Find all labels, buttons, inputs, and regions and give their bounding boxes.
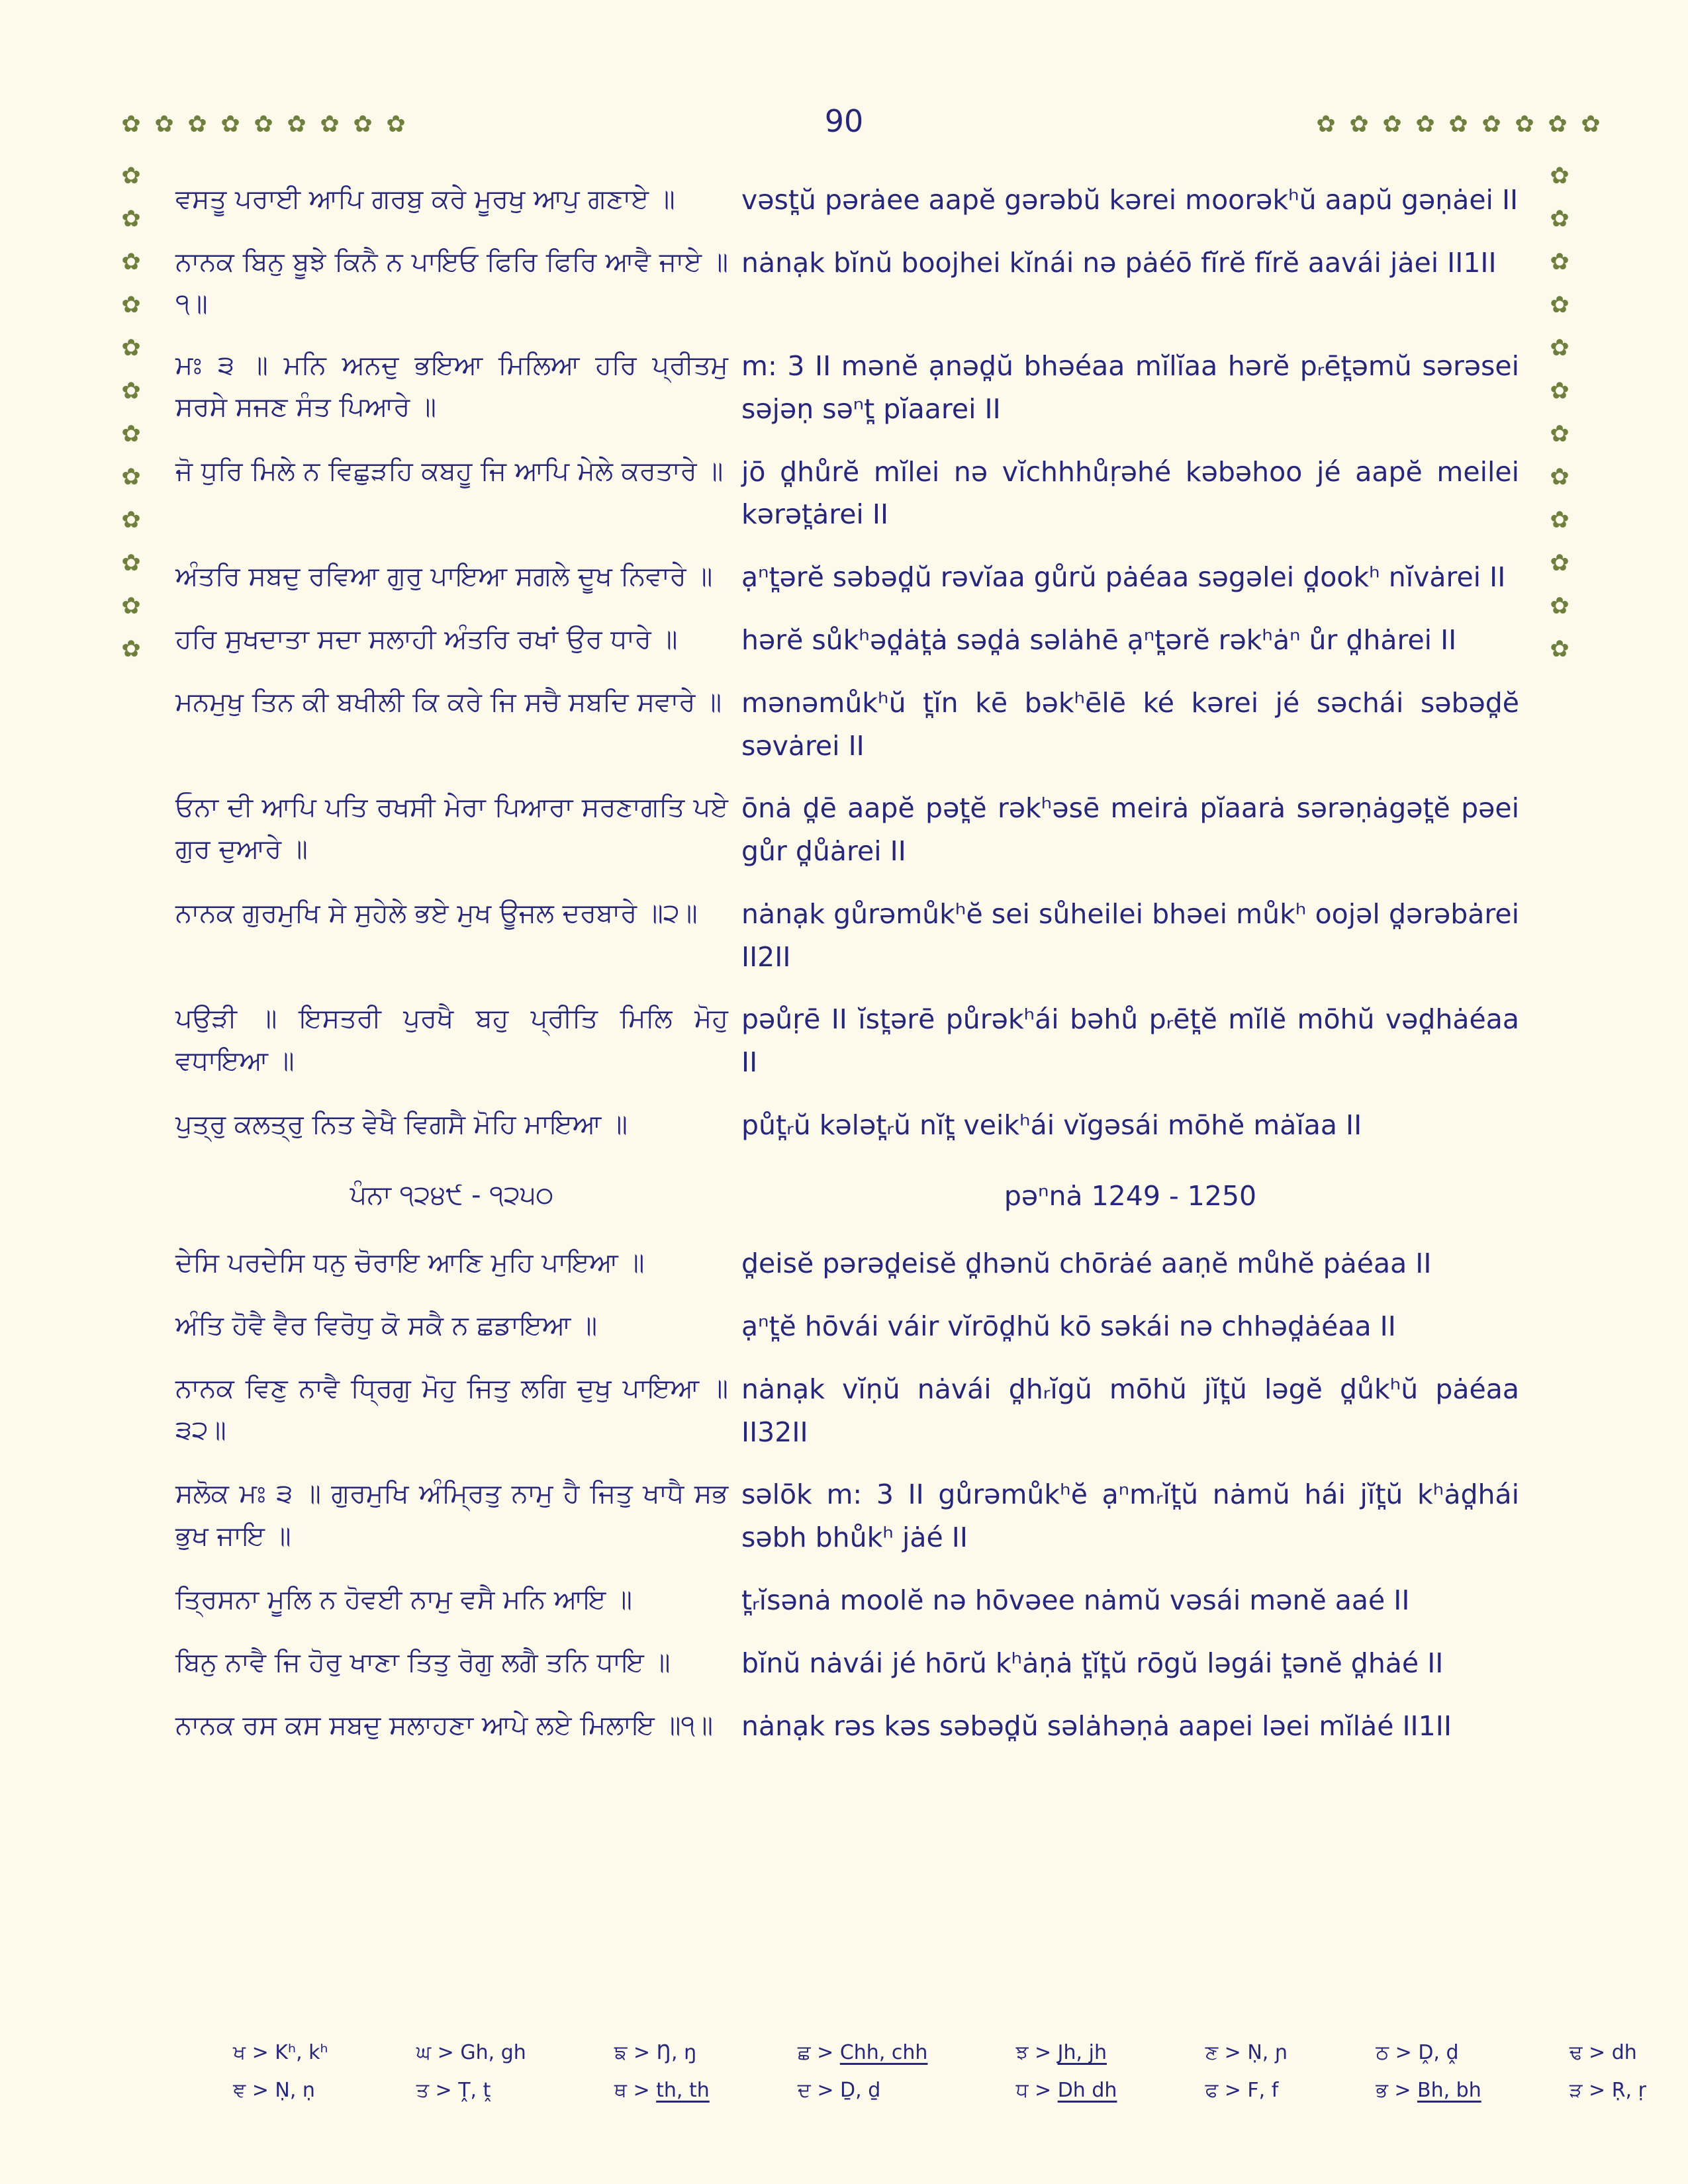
flower-icon: ✿ [1550,464,1570,490]
flower-icon: ✿ [1548,111,1568,138]
flower-icon: ✿ [121,335,141,361]
legend-roman-value: Kʰ, kʰ [275,2041,328,2064]
gurmukhi-text: ਪੁਤ੍ਰੁ ਕਲਤ੍ਰੁ ਨਿਤ ਵੇਖੈ ਵਿਗਸੈ ਮੋਹਿ ਮਾਇਆ ॥ [175,1109,628,1140]
transliteration-text: nȧnạk gůrəmůkʰĕ sei sůheilei bhəei můkʰ oojəl d̪ərəbȧrei II2II [741,897,1519,973]
page-number: 90 [824,103,864,139]
flower-icon: ✿ [1581,111,1601,138]
flower-icon: ✿ [121,163,141,189]
flower-icon: ✿ [121,550,141,576]
verse-list [175,179,1519,1767]
legend-roman-value: Bh, bh [1417,2079,1481,2102]
legend-item [233,2077,328,2103]
legend-gurmukhi-letter: ਫ [1205,2079,1219,2102]
legend-gurmukhi-letter: ਛ [797,2041,811,2064]
legend-item [1376,2077,1481,2103]
verse-row [175,682,1519,768]
gurmukhi-text: ਤ੍ਰਿਸਨਾ ਮੂਲਿ ਨ ਹੋਵਈ ਨਾਮੁ ਵਸੈ ਮਨਿ ਆਇ ॥ [175,1584,632,1615]
legend-roman-value: Ṇ, ɲ [1247,2041,1288,2064]
legend-gurmukhi-letter: ਢ [1569,2041,1583,2064]
transliteration-text: ạⁿt̪ərĕ səbəd̪ŭ rəvĭaa gůrŭ pȧéaa səgəlei d̪ookʰ nĭvȧrei II [741,561,1506,594]
legend-roman-value: Ṛ, ṛ [1611,2079,1646,2102]
flower-icon: ✿ [121,292,141,318]
flower-icon: ✿ [220,111,240,138]
transliteration-text: t̪ᵣĭsənȧ moolĕ nə hōvəee nȧmŭ vəsái mənĕ aaé II [741,1584,1410,1616]
gurmukhi-text: ਨਾਨਕ ਗੁਰਮੁਖਿ ਸੇ ਸੁਹੇਲੇ ਭਏ ਮੁਖ ਊਜਲ ਦਰਬਾਰੇ ॥੨॥ [175,897,698,929]
legend-gurmukhi-letter: ਥ [614,2079,627,2102]
legend-roman-value: th, th [656,2079,710,2102]
flower-icon: ✿ [1550,636,1570,662]
legend-gurmukhi-letter: ਖ [233,2041,246,2064]
legend-separator: > [1395,2041,1412,2064]
flower-icon: ✿ [1382,111,1402,138]
flower-border-left [119,164,143,661]
verse-row [175,1104,1519,1147]
legend-separator: > [1224,2041,1241,2064]
flower-icon: ✿ [1316,111,1336,138]
flower-border-top-left [119,113,408,136]
legend-gurmukhi-letter: ਙ [614,2041,628,2064]
legend-gurmukhi-letter: ਞ [233,2079,246,2102]
legend-item [1205,2040,1288,2066]
verse-row [175,179,1519,222]
verse-row [175,1642,1519,1685]
legend-separator: > [1034,2041,1052,2064]
gurmukhi-text: ਵਸਤੂ ਪਰਾਈ ਆਪਿ ਗਰਬੁ ਕਰੇ ਮੂਰਖੁ ਆਪੁ ਗਣਾਏ ॥ [175,184,675,214]
flower-icon: ✿ [1349,111,1369,138]
legend-roman-value: Ŋ, ŋ [656,2041,697,2064]
transliteration-text: nȧnạk rəs kəs səbəd̪ŭ səlȧhəṇȧ aapei ləei mĭlȧé II1II [741,1709,1452,1742]
legend-gurmukhi-letter: ੜ [1569,2079,1583,2102]
legend-gurmukhi-letter: ਘ [416,2041,432,2064]
verse-row [175,1705,1519,1748]
flower-icon: ✿ [121,206,141,232]
legend-roman-value: Jh, jh [1057,2041,1107,2064]
transliteration-text: pəůṛē II ĭst̪ərē půrəkʰái bəhů pᵣēt̪ĕ mĭlĕ mōhŭ vəd̪hȧéaa II [741,1003,1519,1079]
legend-item [614,2077,710,2103]
legend-separator: > [633,2041,651,2064]
page-reference-roman: pəⁿnȧ 1249 - 1250 [1004,1179,1257,1212]
page-reference-gurmukhi: ਪੰਨਾ ੧੨੪੯ - ੧੨੫੦ [350,1179,554,1210]
gurmukhi-text: ਪਉੜੀ ॥ ਇਸਤਰੀ ਪੁਰਖੈ ਬਹੁ ਪ੍ਰੀਤਿ ਮਿਲਿ ਮੋਹੁ ਵਧਾਇਆ ॥ [175,1003,728,1076]
transliteration-text: mənəmůkʰŭ t̪ĭn kē bəkʰēlē ké kərei jé səchái səbəd̪ĕ səvȧrei II [741,686,1519,762]
flower-border-top-right [1314,113,1603,136]
gurmukhi-text: ਮਨਮੁਖੁ ਤਿਨ ਕੀ ਬਖੀਲੀ ਕਿ ਕਰੇ ਜਿ ਸਚੈ ਸਬਦਿ ਸਵਾਰੇ ॥ [175,686,722,717]
legend-item [614,2040,710,2066]
flower-icon: ✿ [353,111,373,138]
legend-gurmukhi-letter: ਭ [1376,2079,1388,2102]
legend-separator: > [1589,2041,1606,2064]
verse-row [175,1242,1519,1285]
gurmukhi-text: ਨਾਨਕ ਰਸ ਕਸ ਸਬਦੁ ਸਲਾਹਣਾ ਆਪੇ ਲਏ ਮਿਲਾਇ ॥੧॥ [175,1709,714,1741]
verse-row [175,787,1519,873]
flower-icon: ✿ [1550,593,1570,619]
flower-icon: ✿ [187,111,207,138]
transliteration-text: səlōk m: 3 II gůrəmůkʰĕ ạⁿmᵣĭt̪ŭ nȧmŭ hái jĭt̪ŭ kʰȧd̪hái səbh bhůkʰ jȧé II [741,1479,1519,1554]
legend-item [1570,2040,1646,2066]
flower-icon: ✿ [121,636,141,662]
legend-item [1376,2040,1481,2066]
transliteration-text: půt̪ᵣŭ kələt̪ᵣŭ nĭt̪ veikʰái vĭgəsái mōhĕ mȧĭaa II [741,1109,1362,1141]
verse-row [175,1305,1519,1348]
legend-roman-value: Chh, chh [839,2041,928,2064]
flower-icon: ✿ [1515,111,1534,138]
flower-icon: ✿ [121,111,141,138]
flower-icon: ✿ [1550,378,1570,404]
verse-row [175,893,1519,979]
flower-icon: ✿ [287,111,306,138]
transliteration-text: hərĕ sůkʰəd̪ȧt̪ȧ səd̪ȧ səlȧhē ạⁿt̪ərĕ rəkʰȧⁿ ůr d̪hȧrei II [741,623,1457,656]
legend-roman-value: dh [1611,2041,1637,2064]
verse-row [175,556,1519,599]
gurmukhi-text: ਦੇਸਿ ਪਰਦੇਸਿ ਧਨੁ ਚੋਰਾਇ ਆਣਿ ਮੁਹਿ ਪਾਇਆ ॥ [175,1248,645,1279]
legend-separator: > [1394,2079,1411,2102]
verse-row [175,345,1519,431]
flower-icon: ✿ [320,111,340,138]
legend-separator: > [1589,2079,1606,2102]
legend-separator: > [252,2041,269,2064]
legend-roman-value: Ḓ, ḓ [1418,2041,1459,2064]
legend-separator: > [252,2079,269,2102]
verse-row [175,242,1519,325]
flower-icon: ✿ [121,464,141,490]
flower-icon: ✿ [1550,249,1570,275]
verse-row [175,619,1519,662]
legend-separator: > [817,2041,834,2064]
flower-icon: ✿ [121,421,141,447]
legend-separator: > [817,2079,834,2102]
verse-row [175,1368,1519,1454]
verse-row [175,451,1519,537]
flower-icon: ✿ [121,507,141,533]
legend-item [798,2040,928,2066]
flower-icon: ✿ [1415,111,1435,138]
flower-icon: ✿ [1448,111,1468,138]
transliteration-text: ạⁿt̪ĕ hōvái váir vĭrōd̪hŭ kō səkái nə chhəd̪ȧéaa II [741,1310,1396,1343]
legend-item [416,2077,526,2103]
legend-roman-value: Gh, gh [460,2041,526,2064]
transliteration-text: m: 3 II mənĕ ạnəd̪ŭ bhəéaa mĭlĭaa hərĕ pᵣēt̪əmŭ sərəsei səjəṇ səⁿt̪ pĭaarei II [741,350,1519,425]
verse-row [175,1579,1519,1622]
legend-item [1570,2077,1646,2103]
legend-roman-value: F, f [1247,2079,1279,2102]
legend-item [1016,2040,1117,2066]
transliteration-text: nȧnạk bĭnŭ boojhei kĭnái nə pȧéō fĭrĕ fĭrĕ aavái jȧei II1II [741,246,1497,279]
legend-separator: > [633,2079,650,2102]
flower-icon: ✿ [121,249,141,275]
gurmukhi-text: ਜੋ ਧੁਰਿ ਮਿਲੇ ਨ ਵਿਛੁੜਹਿ ਕਬਹੂ ਜਿ ਆਪਿ ਮੇਲੇ ਕਰਤਾਰੇ ॥ [175,455,724,486]
transliteration-text: nȧnạk vĭṇŭ nȧvái d̪hᵣĭgŭ mōhŭ jĭt̪ŭ ləgĕ d̪ůkʰŭ pȧéaa II32II [741,1373,1519,1448]
legend-item [1205,2077,1288,2103]
page-reference-row [175,1175,1519,1218]
gurmukhi-text: ਅੰਤਰਿ ਸਬਦੁ ਰਵਿਆ ਗੁਰੁ ਪਾਇਆ ਸਗਲੇ ਦੂਖ ਨਿਵਾਰੇ ॥ [175,561,713,592]
legend-roman-value: Ṱ, ṱ [458,2079,491,2102]
legend-roman-value: Ṇ, ṇ [275,2079,315,2102]
gurmukhi-text: ਮਃ ੩ ॥ ਮਨਿ ਅਨਦੁ ਭਇਆ ਮਿਲਿਆ ਹਰਿ ਪ੍ਰੀਤਮੁ ਸਰਸੇ ਸਜਣ ਸੰਤ ਪਿਆਰੇ ॥ [175,350,728,423]
gurmukhi-text: ਹਰਿ ਸੁਖਦਾਤਾ ਸਦਾ ਸਲਾਹੀ ਅੰਤਰਿ ਰਖਾਂ ਉਰ ਧਾਰੇ ॥ [175,623,678,655]
flower-icon: ✿ [121,378,141,404]
verse-row [175,1473,1519,1559]
transliteration-text: ōnȧ d̪ē aapĕ pət̪ĕ rəkʰəsē meirȧ pĭaarȧ sərəṇȧgət̪ĕ pəei gůr d̪ůȧrei II [741,792,1519,868]
legend-separator: > [435,2079,452,2102]
flower-icon: ✿ [1550,507,1570,533]
flower-icon: ✿ [1481,111,1501,138]
gurmukhi-text: ਬਿਨੁ ਨਾਵੈ ਜਿ ਹੋਰੁ ਖਾਣਾ ਤਿਤੁ ਰੋਗੁ ਲਗੈ ਤਨਿ ਧਾਇ ॥ [175,1647,671,1678]
legend-gurmukhi-letter: ਧ [1015,2079,1029,2102]
flower-icon: ✿ [1550,292,1570,318]
transliteration-text: vəst̪ŭ pərȧee aapĕ gərəbŭ kərei moorəkʰŭ aapŭ gəṇȧei II [741,184,1519,216]
legend-item [1016,2077,1117,2103]
verse-row [175,998,1519,1084]
transliteration-text: bĭnŭ nȧvái jé hōrŭ kʰȧṇȧ t̪ĭt̪ŭ rōgŭ ləgái t̪ənĕ d̪hȧé II [741,1647,1444,1679]
legend-gurmukhi-letter: ਠ [1376,2041,1389,2064]
gurmukhi-text: ਅੰਤਿ ਹੋਵੈ ਵੈਰ ਵਿਰੋਧੁ ਕੋ ਸਕੈ ਨ ਛਡਾਇਆ ॥ [175,1310,598,1342]
legend-separator: > [1035,2079,1052,2102]
transliteration-key [233,2040,1646,2103]
legend-item [233,2040,328,2066]
legend-gurmukhi-letter: ਝ [1015,2041,1029,2064]
gurmukhi-text: ਓਨਾ ਦੀ ਆਪਿ ਪਤਿ ਰਖਸੀ ਮੇਰਾ ਪਿਆਰਾ ਸਰਣਾਗਤਿ ਪਏ ਗੁਰ ਦੁਆਰੇ ॥ [175,792,728,865]
flower-icon: ✿ [1550,550,1570,576]
flower-icon: ✿ [1550,421,1570,447]
flower-icon: ✿ [1550,163,1570,189]
flower-icon: ✿ [1550,206,1570,232]
legend-roman-value: Ḏ, ḏ [840,2079,881,2102]
flower-icon: ✿ [154,111,174,138]
flower-icon: ✿ [386,111,406,138]
legend-roman-value: Dh dh [1057,2079,1117,2102]
flower-icon: ✿ [121,593,141,619]
legend-gurmukhi-letter: ਣ [1205,2041,1219,2064]
transliteration-text: jō d̪hůrĕ mĭlei nə vĭchhhůṛəhé kəbəhoo jé aapĕ meilei kərət̪ȧrei II [741,455,1519,531]
gurmukhi-text: ਸਲੋਕ ਮਃ ੩ ॥ ਗੁਰਮੁਖਿ ਅੰਮ੍ਰਿਤੁ ਨਾਮੁ ਹੈ ਜਿਤੁ ਖਾਧੈ ਸਭ ਭੁਖ ਜਾਇ ॥ [175,1479,728,1551]
gurmukhi-text: ਨਾਨਕ ਵਿਣੁ ਨਾਵੈ ਧ੍ਰਿਗੁ ਮੋਹੁ ਜਿਤੁ ਲਗਿ ਦੁਖੁ ਪਾਇਆ ॥੩੨॥ [175,1373,728,1446]
legend-separator: > [1224,2079,1241,2102]
legend-gurmukhi-letter: ਤ [416,2079,429,2102]
legend-separator: > [437,2041,454,2064]
flower-border-right [1548,164,1571,661]
legend-item [798,2077,928,2103]
transliteration-text: d̪eisĕ pərəd̪eisĕ d̪hənŭ chōrȧé aaṇĕ můhĕ pȧéaa II [741,1248,1432,1280]
legend-gurmukhi-letter: ਦ [797,2079,811,2102]
flower-icon: ✿ [1550,335,1570,361]
flower-icon: ✿ [254,111,273,138]
legend-item [416,2040,526,2066]
gurmukhi-text: ਨਾਨਕ ਬਿਨੁ ਬੂਝੇ ਕਿਨੈ ਨ ਪਾਇਓ ਫਿਰਿ ਫਿਰਿ ਆਵੈ ਜਾਏ ॥੧॥ [175,246,728,319]
